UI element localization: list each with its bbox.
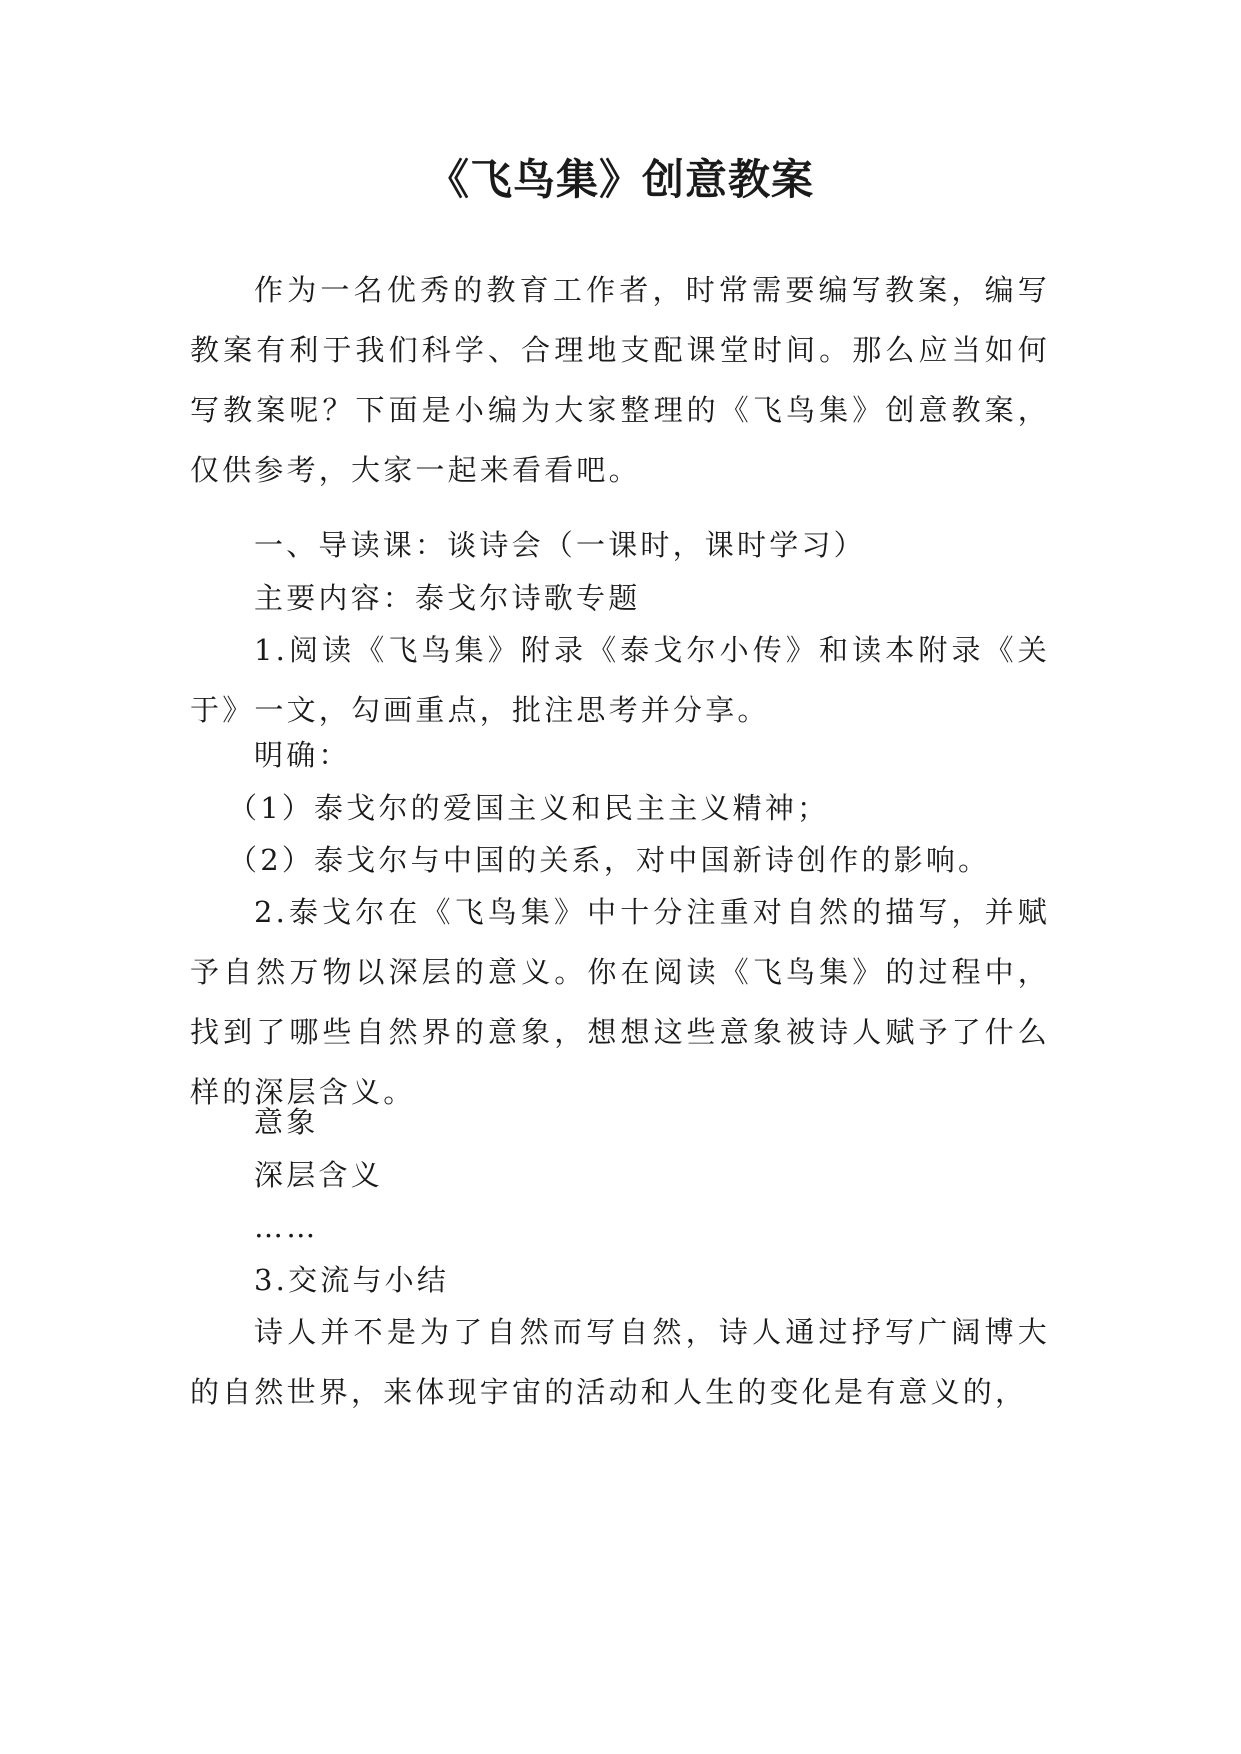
item-2-paragraph: 2.泰戈尔在《飞鸟集》中十分注重对自然的描写，并赋予自然万物以深层的意义。你在阅读《飞鸟集》的过程中，找到了哪些自然界的意象，想想这些意象被诗人赋予了什么样的深层含义。 [190, 895, 1050, 1109]
item-1-paragraph: 1.阅读《飞鸟集》附录《泰戈尔小传》和读本附录《关于》一文，勾画重点，批注思考并分享。 [190, 633, 1050, 727]
intro-paragraph: 作为一名优秀的教育工作者，时常需要编写教案，编写教案有利于我们科学、合理地支配课堂时间。那么应当如何写教案呢？下面是小编为大家整理的《飞鸟集》创意教案，仅供参考，大家一起来看看吧。 [190, 273, 1050, 487]
item-3-heading: 3.交流与小结 [254, 1263, 450, 1297]
section-heading: 一、导读课：谈诗会（一课时，课时学习） [254, 528, 866, 562]
main-content-line: 主要内容：泰戈尔诗歌专题 [254, 581, 641, 615]
point-1: （1）泰戈尔的爱国主义和民主主义精神； [228, 791, 830, 825]
clarify-label: 明确： [254, 738, 351, 772]
point-2: （2）泰戈尔与中国的关系，对中国新诗创作的影响。 [228, 843, 991, 877]
table-column-imagery: 意象 [254, 1105, 319, 1139]
table-column-meaning: 深层含义 [254, 1158, 383, 1192]
document-title: 《飞鸟集》创意教案 [426, 155, 814, 204]
ellipsis-line: …… [254, 1210, 319, 1244]
summary-paragraph: 诗人并不是为了自然而写自然，诗人通过抒写广阔博大的自然世界，来体现宇宙的活动和人生的变化是有意义的， [190, 1315, 1050, 1409]
